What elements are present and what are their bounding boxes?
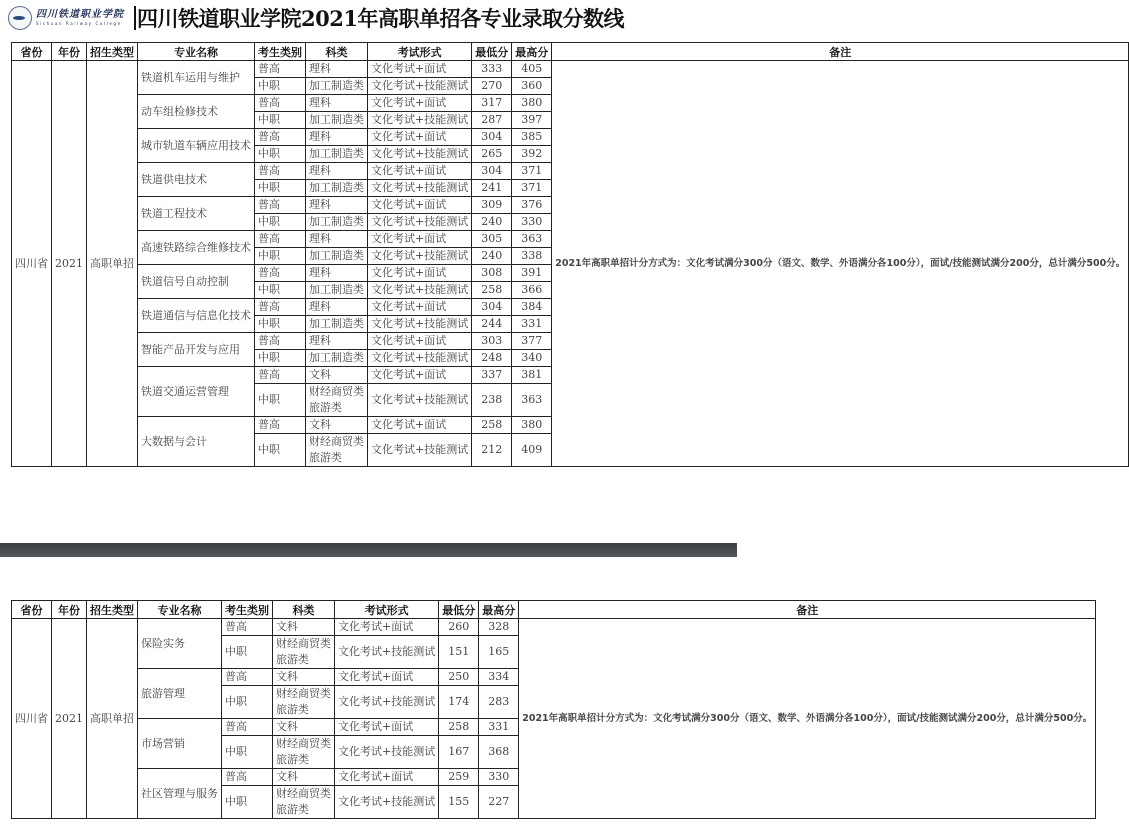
max-score-cell: 371	[512, 163, 552, 180]
major-name-cell: 市场营销	[138, 719, 222, 769]
subject-category-line: 财经商贸类	[276, 687, 331, 700]
admission-type-cell: 高职单招	[87, 61, 138, 467]
min-score-cell: 304	[472, 299, 512, 316]
admission-type-cell: 高职单招	[87, 619, 138, 819]
column-header-max-score: 最高分	[512, 43, 552, 61]
column-header-exam-format: 考试形式	[335, 601, 439, 619]
min-score-cell: 259	[439, 769, 479, 786]
exam-format-cell: 文化考试+技能测试	[368, 248, 472, 265]
min-score-cell: 304	[472, 129, 512, 146]
min-score-cell: 337	[472, 367, 512, 384]
major-name-cell: 社区管理与服务	[138, 769, 222, 819]
max-score-cell: 380	[512, 95, 552, 112]
column-header-province: 省份	[12, 43, 52, 61]
min-score-cell: 240	[472, 214, 512, 231]
candidate-category-cell: 普高	[222, 669, 273, 686]
min-score-cell: 155	[439, 786, 479, 819]
candidate-category-cell: 普高	[255, 265, 306, 282]
max-score-cell: 397	[512, 112, 552, 129]
major-name-cell: 铁道工程技术	[138, 197, 255, 231]
max-score-cell: 384	[512, 299, 552, 316]
column-header-province: 省份	[12, 601, 52, 619]
province-cell: 四川省	[12, 619, 52, 819]
subject-category-cell: 理科	[306, 95, 368, 112]
score-table-1	[11, 42, 1129, 467]
column-header-subject-category: 科类	[306, 43, 368, 61]
max-score-cell: 330	[512, 214, 552, 231]
exam-format-cell: 文化考试+面试	[368, 333, 472, 350]
candidate-category-cell: 普高	[255, 417, 306, 434]
min-score-cell: 333	[472, 61, 512, 78]
exam-format-cell: 文化考试+面试	[368, 61, 472, 78]
min-score-cell: 305	[472, 231, 512, 248]
major-name-cell: 高速铁路综合维修技术	[138, 231, 255, 265]
subject-category-cell: 加工制造类	[306, 350, 368, 367]
column-header-min-score: 最低分	[439, 601, 479, 619]
subject-category-line: 旅游类	[276, 653, 309, 666]
column-header-exam-format: 考试形式	[368, 43, 472, 61]
max-score-cell: 340	[512, 350, 552, 367]
column-header-candidate-category: 考生类别	[222, 601, 273, 619]
subject-category-cell	[273, 736, 335, 769]
subject-category-cell: 文科	[306, 417, 368, 434]
exam-format-cell: 文化考试+面试	[368, 367, 472, 384]
subject-category-cell: 理科	[306, 231, 368, 248]
logo-english-name: Sichuan Railway College	[36, 21, 122, 26]
candidate-category-cell: 普高	[255, 197, 306, 214]
exam-format-cell: 文化考试+技能测试	[368, 78, 472, 95]
year-cell: 2021	[52, 61, 87, 467]
candidate-category-cell: 中职	[222, 686, 273, 719]
min-score-cell: 287	[472, 112, 512, 129]
subject-category-cell: 理科	[306, 163, 368, 180]
max-score-cell: 381	[512, 367, 552, 384]
min-score-cell: 174	[439, 686, 479, 719]
subject-category-line: 旅游类	[309, 451, 342, 464]
max-score-cell: 405	[512, 61, 552, 78]
column-header-remarks: 备注	[552, 43, 1129, 61]
major-name-cell: 保险实务	[138, 619, 222, 669]
exam-format-cell: 文化考试+面试	[335, 669, 439, 686]
candidate-category-cell: 中职	[255, 146, 306, 163]
exam-format-cell: 文化考试+技能测试	[368, 112, 472, 129]
remarks-cell: 2021年高职单招计分方式为：文化考试满分300分（语文、数学、外语满分各100分），面试/技能测试满分200分，总计满分500分。	[552, 61, 1129, 467]
max-score-cell: 391	[512, 265, 552, 282]
exam-format-cell: 文化考试+技能测试	[335, 736, 439, 769]
major-name-cell: 铁道信号自动控制	[138, 265, 255, 299]
candidate-category-cell: 中职	[255, 434, 306, 467]
min-score-cell: 151	[439, 636, 479, 669]
max-score-cell: 328	[479, 619, 519, 636]
min-score-cell: 308	[472, 265, 512, 282]
page-divider	[0, 543, 737, 557]
column-header-subject-category: 科类	[273, 601, 335, 619]
exam-format-cell: 文化考试+面试	[335, 619, 439, 636]
subject-category-cell: 文科	[273, 619, 335, 636]
max-score-cell: 165	[479, 636, 519, 669]
max-score-cell: 368	[479, 736, 519, 769]
min-score-cell: 241	[472, 180, 512, 197]
subject-category-line: 旅游类	[276, 753, 309, 766]
subject-category-cell: 加工制造类	[306, 316, 368, 333]
max-score-cell: 380	[512, 417, 552, 434]
college-emblem-icon	[8, 6, 32, 30]
min-score-cell: 258	[439, 719, 479, 736]
header-row	[12, 601, 1096, 619]
exam-format-cell: 文化考试+技能测试	[368, 316, 472, 333]
min-score-cell: 244	[472, 316, 512, 333]
score-table-2	[11, 600, 1096, 819]
exam-format-cell: 文化考试+面试	[368, 265, 472, 282]
exam-format-cell: 文化考试+技能测试	[368, 434, 472, 467]
subject-category-line: 财经商贸类	[276, 637, 331, 650]
candidate-category-cell: 普高	[255, 129, 306, 146]
subject-category-cell	[306, 434, 368, 467]
subject-category-cell: 理科	[306, 333, 368, 350]
min-score-cell: 238	[472, 384, 512, 417]
column-header-major-name: 专业名称	[138, 601, 222, 619]
subject-category-cell: 加工制造类	[306, 78, 368, 95]
exam-format-cell: 文化考试+技能测试	[368, 180, 472, 197]
candidate-category-cell: 普高	[255, 333, 306, 350]
min-score-cell: 240	[472, 248, 512, 265]
max-score-cell: 376	[512, 197, 552, 214]
candidate-category-cell: 中职	[255, 316, 306, 333]
major-name-cell: 铁道供电技术	[138, 163, 255, 197]
subject-category-cell: 加工制造类	[306, 282, 368, 299]
max-score-cell: 227	[479, 786, 519, 819]
subject-category-cell	[273, 686, 335, 719]
subject-category-cell: 文科	[273, 769, 335, 786]
subject-category-cell: 理科	[306, 197, 368, 214]
candidate-category-cell: 中职	[255, 112, 306, 129]
subject-category-cell: 文科	[273, 669, 335, 686]
exam-format-cell: 文化考试+技能测试	[368, 350, 472, 367]
column-header-admission-type: 招生类型	[87, 43, 138, 61]
subject-category-cell: 文科	[306, 367, 368, 384]
column-header-min-score: 最低分	[472, 43, 512, 61]
title-row	[0, 0, 737, 38]
min-score-cell: 270	[472, 78, 512, 95]
candidate-category-cell: 普高	[222, 719, 273, 736]
candidate-category-cell: 中职	[255, 180, 306, 197]
max-score-cell: 377	[512, 333, 552, 350]
exam-format-cell: 文化考试+技能测试	[335, 636, 439, 669]
column-header-admission-type: 招生类型	[87, 601, 138, 619]
exam-format-cell: 文化考试+技能测试	[368, 384, 472, 417]
subject-category-cell: 理科	[306, 265, 368, 282]
min-score-cell: 303	[472, 333, 512, 350]
subject-category-line: 旅游类	[309, 401, 342, 414]
province-cell: 四川省	[12, 61, 52, 467]
column-header-max-score: 最高分	[479, 601, 519, 619]
candidate-category-cell: 普高	[255, 163, 306, 180]
subject-category-cell	[306, 384, 368, 417]
candidate-category-cell: 中职	[222, 636, 273, 669]
exam-format-cell: 文化考试+技能测试	[335, 786, 439, 819]
max-score-cell: 371	[512, 180, 552, 197]
subject-category-cell: 加工制造类	[306, 214, 368, 231]
major-name-cell: 大数据与会计	[138, 417, 255, 467]
subject-category-cell: 理科	[306, 61, 368, 78]
max-score-cell: 330	[479, 769, 519, 786]
min-score-cell: 265	[472, 146, 512, 163]
max-score-cell: 338	[512, 248, 552, 265]
table-row	[12, 619, 1096, 636]
year-cell: 2021	[52, 619, 87, 819]
major-name-cell: 智能产品开发与应用	[138, 333, 255, 367]
min-score-cell: 250	[439, 669, 479, 686]
table-row	[12, 61, 1129, 78]
subject-category-line: 旅游类	[276, 703, 309, 716]
candidate-category-cell: 普高	[255, 61, 306, 78]
candidate-category-cell: 普高	[255, 95, 306, 112]
subject-category-line: 财经商贸类	[309, 435, 364, 448]
subject-category-line: 财经商贸类	[309, 385, 364, 398]
max-score-cell: 385	[512, 129, 552, 146]
column-header-candidate-category: 考生类别	[255, 43, 306, 61]
major-name-cell: 铁道通信与信息化技术	[138, 299, 255, 333]
max-score-cell: 363	[512, 231, 552, 248]
exam-format-cell: 文化考试+技能测试	[368, 214, 472, 231]
subject-category-cell: 加工制造类	[306, 180, 368, 197]
exam-format-cell: 文化考试+面试	[368, 129, 472, 146]
exam-format-cell: 文化考试+面试	[368, 417, 472, 434]
major-name-cell: 动车组检修技术	[138, 95, 255, 129]
column-header-year: 年份	[52, 601, 87, 619]
remarks-cell: 2021年高职单招计分方式为：文化考试满分300分（语文、数学、外语满分各100分），面试/技能测试满分200分，总计满分500分。	[519, 619, 1096, 819]
major-name-cell: 城市轨道车辆应用技术	[138, 129, 255, 163]
exam-format-cell: 文化考试+技能测试	[368, 282, 472, 299]
college-logo	[8, 4, 136, 32]
subject-category-line: 财经商贸类	[276, 787, 331, 800]
major-name-cell: 旅游管理	[138, 669, 222, 719]
column-header-major-name: 专业名称	[138, 43, 255, 61]
column-header-remarks: 备注	[519, 601, 1096, 619]
max-score-cell: 409	[512, 434, 552, 467]
min-score-cell: 258	[472, 417, 512, 434]
max-score-cell: 331	[512, 316, 552, 333]
candidate-category-cell: 中职	[255, 214, 306, 231]
candidate-category-cell: 普高	[222, 769, 273, 786]
exam-format-cell: 文化考试+面试	[335, 769, 439, 786]
exam-format-cell: 文化考试+技能测试	[335, 686, 439, 719]
logo-chinese-name: 四川铁道职业学院	[36, 9, 124, 20]
candidate-category-cell: 普高	[255, 231, 306, 248]
min-score-cell: 248	[472, 350, 512, 367]
subject-category-cell: 理科	[306, 299, 368, 316]
candidate-category-cell: 中职	[255, 384, 306, 417]
subject-category-cell: 理科	[306, 129, 368, 146]
max-score-cell: 331	[479, 719, 519, 736]
header-row	[12, 43, 1129, 61]
max-score-cell: 363	[512, 384, 552, 417]
major-name-cell: 铁道机车运用与维护	[138, 61, 255, 95]
subject-category-cell: 加工制造类	[306, 112, 368, 129]
exam-format-cell: 文化考试+面试	[368, 231, 472, 248]
exam-format-cell: 文化考试+面试	[368, 163, 472, 180]
exam-format-cell: 文化考试+技能测试	[368, 146, 472, 163]
max-score-cell: 360	[512, 78, 552, 95]
min-score-cell: 260	[439, 619, 479, 636]
candidate-category-cell: 中职	[255, 282, 306, 299]
subject-category-line: 旅游类	[276, 803, 309, 816]
candidate-category-cell: 中职	[222, 786, 273, 819]
exam-format-cell: 文化考试+面试	[335, 719, 439, 736]
candidate-category-cell: 普高	[255, 299, 306, 316]
exam-format-cell: 文化考试+面试	[368, 197, 472, 214]
subject-category-cell	[273, 636, 335, 669]
max-score-cell: 392	[512, 146, 552, 163]
candidate-category-cell: 中职	[255, 350, 306, 367]
exam-format-cell: 文化考试+面试	[368, 299, 472, 316]
exam-format-cell: 文化考试+面试	[368, 95, 472, 112]
candidate-category-cell: 中职	[222, 736, 273, 769]
min-score-cell: 258	[472, 282, 512, 299]
min-score-cell: 309	[472, 197, 512, 214]
logo-separator	[134, 6, 136, 30]
candidate-category-cell: 中职	[255, 248, 306, 265]
max-score-cell: 334	[479, 669, 519, 686]
subject-category-cell: 文科	[273, 719, 335, 736]
column-header-year: 年份	[52, 43, 87, 61]
max-score-cell: 366	[512, 282, 552, 299]
page-title: 四川铁道职业学院2021年高职单招各专业录取分数线	[137, 6, 624, 31]
candidate-category-cell: 普高	[222, 619, 273, 636]
min-score-cell: 212	[472, 434, 512, 467]
candidate-category-cell: 中职	[255, 78, 306, 95]
max-score-cell: 283	[479, 686, 519, 719]
subject-category-cell: 加工制造类	[306, 146, 368, 163]
subject-category-cell	[273, 786, 335, 819]
subject-category-line: 财经商贸类	[276, 737, 331, 750]
min-score-cell: 317	[472, 95, 512, 112]
min-score-cell: 304	[472, 163, 512, 180]
candidate-category-cell: 普高	[255, 367, 306, 384]
subject-category-cell: 加工制造类	[306, 248, 368, 265]
major-name-cell: 铁道交通运营管理	[138, 367, 255, 417]
min-score-cell: 167	[439, 736, 479, 769]
